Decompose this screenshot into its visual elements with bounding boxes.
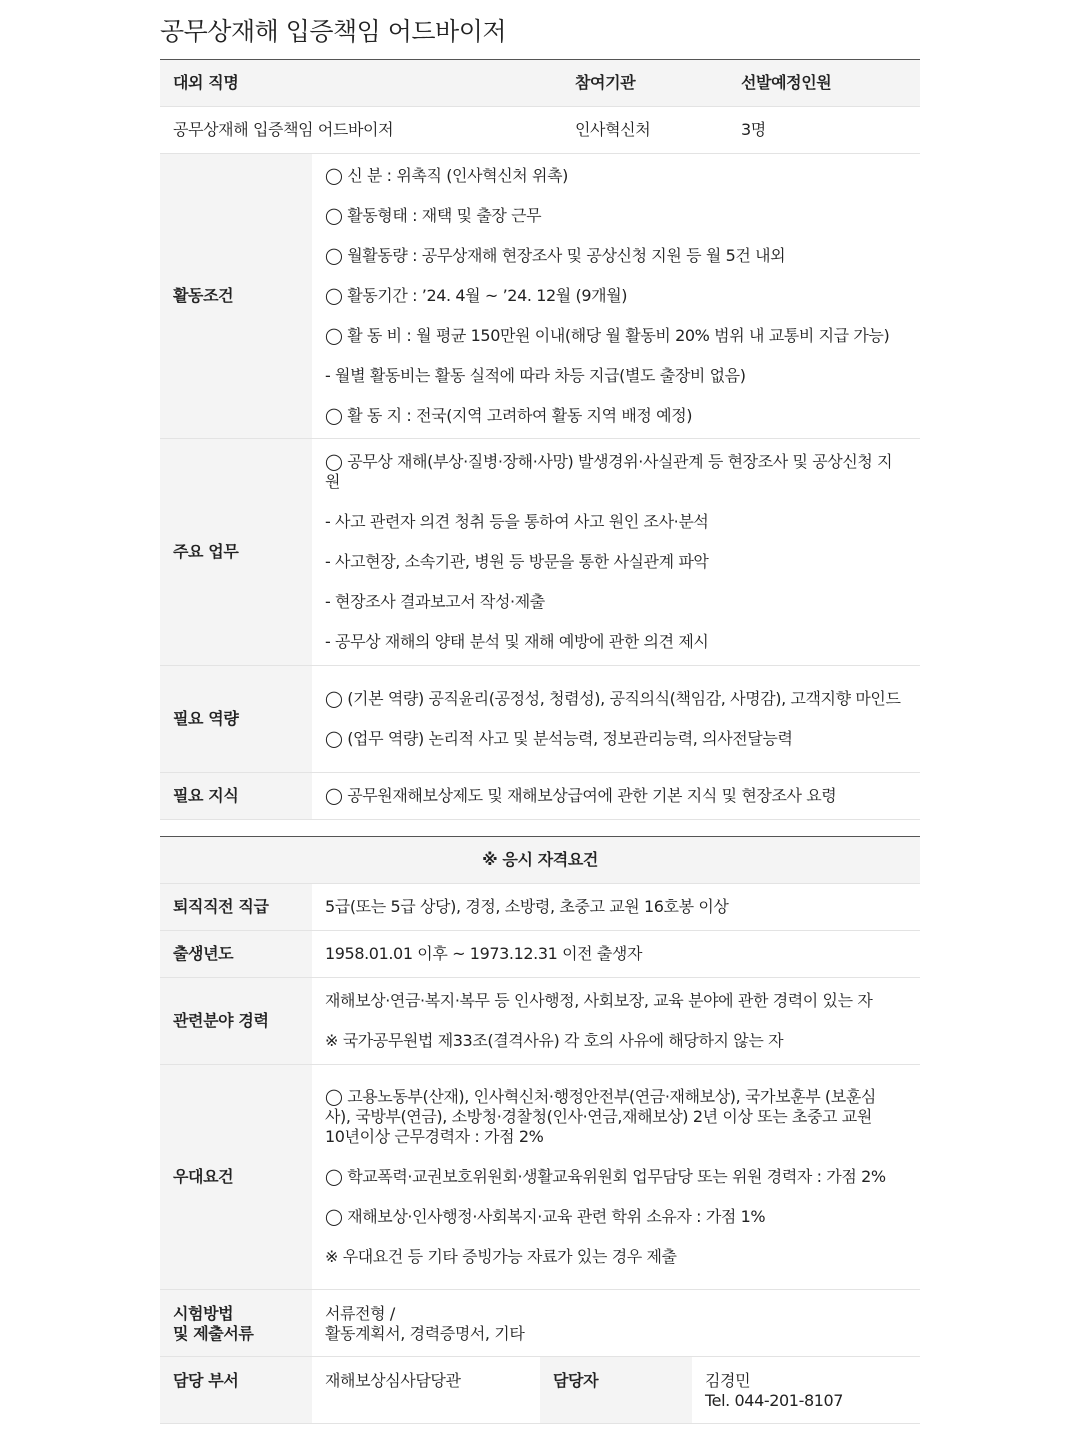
preference-line: ※ 우대요건 등 기타 증빙가능 자료가 있는 경우 제출 [325,1247,677,1266]
method-label: 및 제출서류 [173,1324,254,1343]
person-label: 담당자 [540,1357,692,1424]
person-tel: Tel. 044-201-8107 [705,1391,844,1410]
career-line: ※ 국가공무원법 제33조(결격사유) 각 호의 사유에 해당하지 않는 자 [325,1031,784,1050]
dept-label: 담당 부서 [160,1357,312,1424]
qualification-heading: ※ 응시 자격요건 [160,837,920,884]
rank-value: 5급(또는 5급 상당), 경정, 소방령, 초중고 교원 16호봉 이상 [325,897,729,916]
knowledge-label: 필요 지식 [160,773,312,820]
knowledge-row [160,773,920,820]
career-line: 재해보상·연금·복지·복무 등 인사행정, 사회보장, 교육 분야에 관한 경력이 있는 자 [325,991,873,1010]
dept-value: 재해보상심사담당관 [325,1371,461,1390]
condition-line: ◯ 신 분 : 위촉직 (인사혁신처 위촉) [325,166,568,185]
birth-row [160,931,920,978]
competency-row [160,666,920,773]
preference-label: 우대요건 [160,1065,312,1290]
rank-label: 퇴직직전 직급 [160,884,312,931]
duty-line: - 사고현장, 소속기관, 병원 등 방문을 통한 사실관계 파악 [325,552,709,571]
career-row [160,978,920,1065]
knowledge-line: ◯ 공무원재해보상제도 및 재해보상급여에 관한 기본 지식 및 현장조사 요령 [325,786,837,805]
cell-job-title: 공무상재해 입증책임 어드바이저 [173,120,394,139]
preference-line: ◯ 학교폭력·교권보호위원회·생활교육위원회 업무담당 또는 위원 경력자 : 가점 2% [325,1167,886,1186]
condition-line: ◯ 활 동 비 : 월 평균 150만원 이내(해당 월 활동비 20% 범위 내 교통비 지급 가능) [325,326,890,345]
competency-line: ◯ (기본 역량) 공직윤리(공정성, 청렴성), 공직의식(책임감, 사명감), 고객지향 마인드 [325,689,901,708]
condition-line: ◯ 활동기간 : ’24. 4월 ~ ’24. 12월 (9개월) [325,286,628,305]
competency-line: ◯ (업무 역량) 논리적 사고 및 분석능력, 정보관리능력, 의사전달능력 [325,729,793,748]
header-agency: 참여기관 [562,60,728,107]
conditions-label: 활동조건 [160,154,312,439]
duties-row [160,439,920,666]
person-name: 김경민 [705,1371,751,1390]
table-row [160,107,920,154]
method-row [160,1290,920,1357]
duty-line: - 현장조사 결과보고서 작성·제출 [325,592,545,611]
condition-line: ◯ 월활동량 : 공무상재해 현장조사 및 공상신청 지원 등 월 5건 내외 [325,246,786,265]
condition-line: ◯ 활 동 지 : 전국(지역 고려하여 활동 지역 배정 예정) [325,406,693,425]
header-job-title: 대외 직명 [160,60,562,107]
contact-row [160,1357,920,1424]
rank-row [160,884,920,931]
conditions-row [160,154,920,439]
duty-line: ◯ 공무상 재해(부상·질병·장해·사망) 발생경위·사실관계 등 현장조사 및 공상신청 지원 [325,452,893,491]
preference-line: ◯ 재해보상·인사행정·사회복지·교육 관련 학위 소유자 : 가점 1% [325,1207,766,1226]
page-title: 공무상재해 입증책임 어드바이저 [160,17,506,46]
qualification-heading-row [160,837,920,884]
header-quota: 선발예정인원 [728,60,920,107]
duties-label: 주요 업무 [160,439,312,666]
qualification-table [160,836,920,1424]
method-value: 서류전형 / [325,1304,395,1323]
cell-quota: 3명 [741,120,766,139]
competency-label: 필요 역량 [160,666,312,773]
career-label: 관련분야 경력 [160,978,312,1065]
preference-line: ◯ 고용노동부(산재), 인사혁신처·행정안전부(연금·재해보상), 국가보훈부 (보훈심사), 국방부(연금), 소방청·경찰청(인사·연금,재해보상) 2년 이상 또는 초중고 교원 10년이상 근무경력자 : 가점 2% [325,1087,876,1146]
method-label: 시험방법 [173,1304,234,1323]
table-header-row [160,60,920,107]
duty-line: - 사고 관련자 의견 청취 등을 통하여 사고 원인 조사·분석 [325,512,709,531]
method-value: 활동계획서, 경력증명서, 기타 [325,1324,525,1343]
cell-agency: 인사혁신처 [575,120,651,139]
position-table [160,59,920,820]
birth-value: 1958.01.01 이후 ~ 1973.12.31 이전 출생자 [325,944,643,963]
duty-line: - 공무상 재해의 양태 분석 및 재해 예방에 관한 의견 제시 [325,632,709,651]
condition-line: ◯ 활동형태 : 재택 및 출장 근무 [325,206,542,225]
preference-row [160,1065,920,1290]
condition-line: - 월별 활동비는 활동 실적에 따라 차등 지급(별도 출장비 없음) [325,366,746,385]
birth-label: 출생년도 [160,931,312,978]
